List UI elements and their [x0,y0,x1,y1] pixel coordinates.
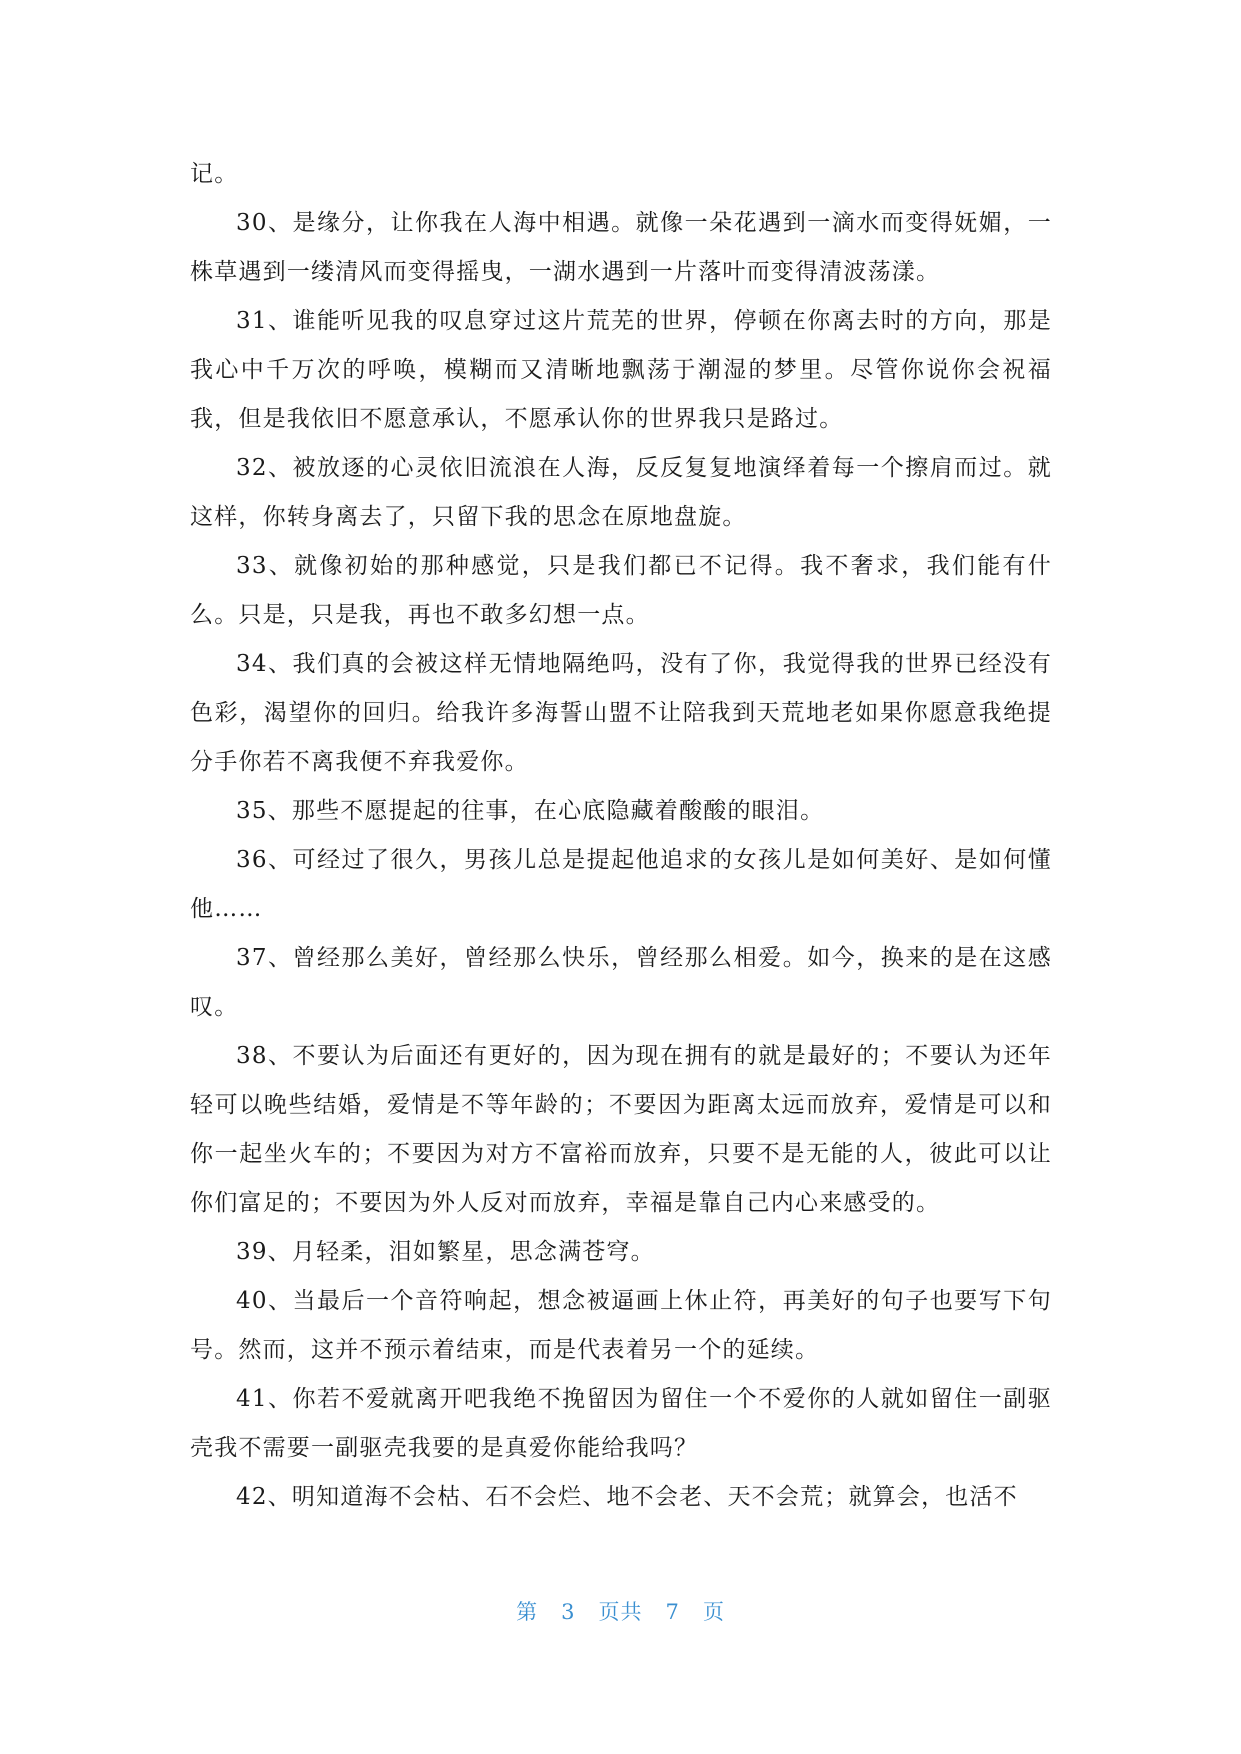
paragraph-34: 34、我们真的会被这样无情地隔绝吗，没有了你，我觉得我的世界已经没有色彩，渴望你的回归。给我许多海誓山盟不让陪我到天荒地老如果你愿意我绝提分手你若不离我便不弃我爱你。 [190,651,1052,775]
paragraph-31: 31、谁能听见我的叹息穿过这片荒芜的世界，停顿在你离去时的方向，那是我心中千万次的呼唤，模糊而又清晰地飘荡于潮湿的梦里。尽管你说你会祝福我，但是我依旧不愿意承认，不愿承认你的世界我只是路过。 [190,308,1052,432]
paragraph-41: 41、你若不爱就离开吧我绝不挽留因为留住一个不爱你的人就如留住一副驱壳我不需要一副驱壳我要的是真爱你能给我吗？ [190,1386,1052,1461]
page-footer [0,1596,1241,1626]
paragraph-30: 30、是缘分，让你我在人海中相遇。就像一朵花遇到一滴水而变得妩媚，一株草遇到一缕清风而变得摇曳，一湖水遇到一片落叶而变得清波荡漾。 [190,210,1052,285]
paragraph-32: 32、被放逐的心灵依旧流浪在人海，反反复复地演绎着每一个擦肩而过。就这样，你转身离去了，只留下我的思念在原地盘旋。 [190,455,1052,530]
paragraph-35: 35、那些不愿提起的往事，在心底隐藏着酸酸的眼泪。 [236,798,825,824]
document-body [190,150,1052,1522]
footer-current-page: 3 [561,1600,576,1624]
paragraph-37: 37、曾经那么美好，曾经那么快乐，曾经那么相爱。如今，换来的是在这感叹。 [190,945,1052,1020]
footer-prefix: 第 [516,1600,539,1624]
footer-suffix: 页 [702,1600,725,1624]
footer-middle: 页共 [598,1600,643,1624]
paragraph-33: 33、就像初始的那种感觉，只是我们都已不记得。我不奢求，我们能有什么。只是，只是我，再也不敢多幻想一点。 [190,553,1052,628]
footer-total-pages: 7 [665,1600,680,1624]
paragraph-continuation: 记。 [190,161,239,187]
paragraph-36: 36、可经过了很久，男孩儿总是提起他追求的女孩儿是如何美好、是如何懂他…… [190,847,1052,922]
paragraph-39: 39、月轻柔，泪如繁星，思念满苍穹。 [236,1239,655,1265]
paragraph-40: 40、当最后一个音符响起，想念被逼画上休止符，再美好的句子也要写下句号。然而，这并不预示着结束，而是代表着另一个的延续。 [190,1288,1052,1363]
paragraph-38: 38、不要认为后面还有更好的，因为现在拥有的就是最好的；不要认为还年轻可以晚些结婚，爱情是不等年龄的；不要因为距离太远而放弃，爱情是可以和你一起坐火车的；不要因为对方不富裕而放弃，只要不是无能的人，彼此可以让你们富足的；不要因为外人反对而放弃，幸福是靠自己内心来感受的。 [190,1043,1052,1216]
paragraph-42: 42、明知道海不会枯、石不会烂、地不会老、天不会荒；就算会，也活不 [236,1484,1018,1510]
